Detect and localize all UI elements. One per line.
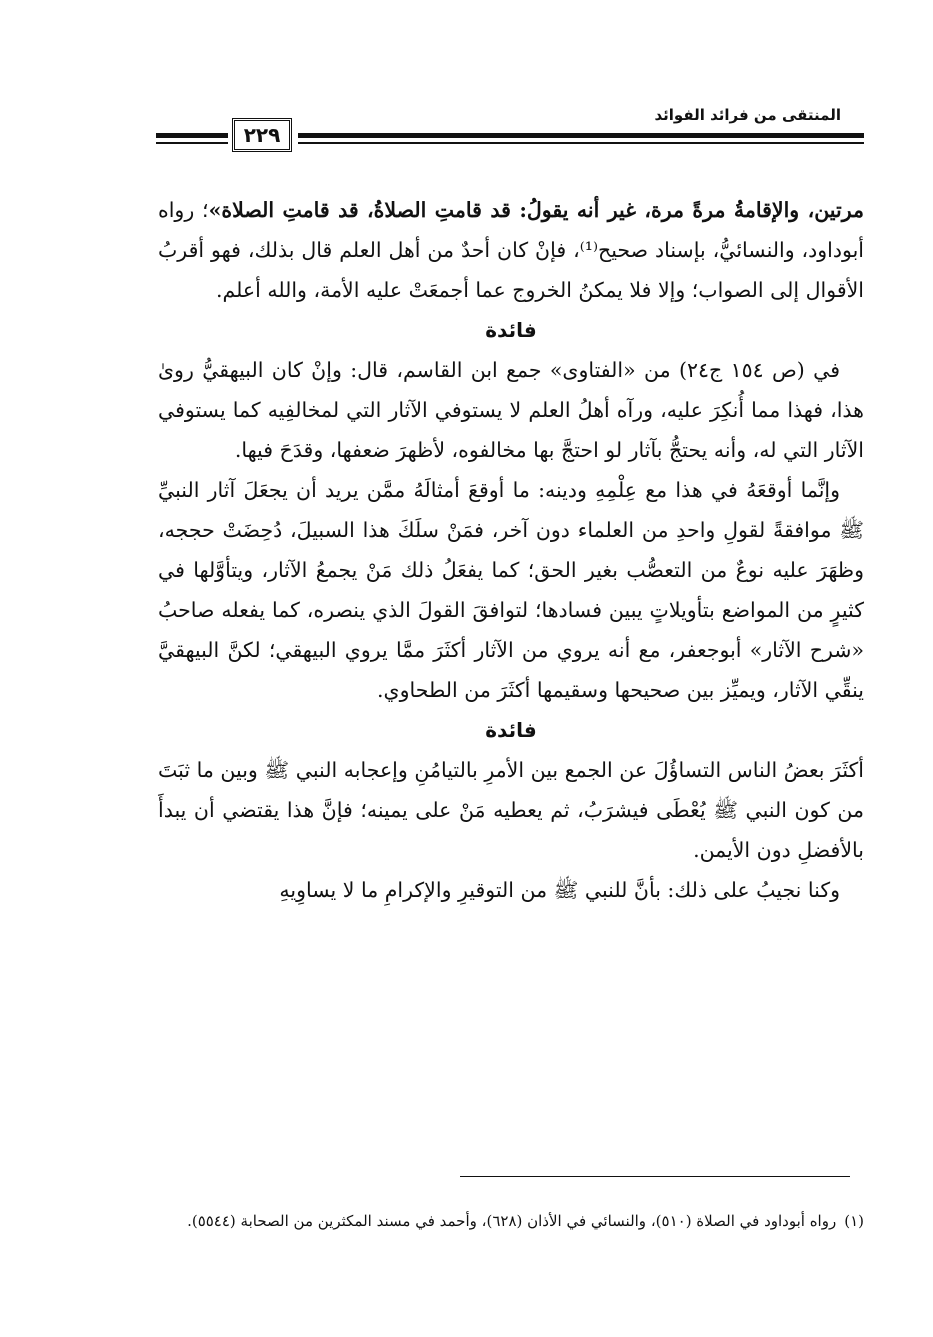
main-text xyxy=(158,190,864,910)
footnote-separator xyxy=(460,1176,850,1177)
paragraph-4: أكثَرَ بعضُ الناس التساؤُلَ عن الجمع بين الأمرِ بالتيامُنِ وإعجابه النبي ﷺ وبين ما ثبَتَ من كون النبي ﷺ يُعْطَى فيشرَبُ، ثم يعطيه مَنْ على يمينه؛ فإنَّ هذا يقتضي أن يبدأَ بالأفضلِ دون الأيمن. xyxy=(158,758,864,862)
quoted-text: مرتين، والإقامةُ مرةً مرة، غير أنه يقولُ: قد قامتِ الصلاةُ، قد قامتِ الصلاة» xyxy=(208,198,864,222)
paragraph-3: وإنَّما أوقعَهُ في هذا مع عِلْمِهِ ودينه: ما أوقعَ أمثالَهُ ممَّن يريد أن يجعَلَ آثار النبيِّ ﷺ موافقةً لقولِ واحدِ من العلماء دون آخر، فمَنْ سلَكَ هذا السبيلَ، دُحِضَتْ حججه، وظهَرَ عليه نوعٌ من التعصُّب بغير الحق؛ كما يفعَلُ ذلك مَنْ يجمعُ الآثار، ويتأوَّلها في كثيرٍ من المواضع بتأويلاتٍ يبين فسادها؛ لتوافقَ القولَ الذي ينصره، كما يفعله صاحبُ «شرح الآثار» أبوجعفر، مع أنه يروي من الآثار أكثَرَ ممَّا يروي البيهقي؛ لكنَّ البيهقيَّ ينقِّي الآثار، ويميِّز بين صحيحها وسقيمها أكثَرَ من الطحاوي. xyxy=(158,478,864,702)
paragraph-2: في (ص ١٥٤ ج٢٤) من «الفتاوى» جمع ابن القاسم، قال: وإنْ كان البيهقيُّ روىٰ هذا، فهذا مما أُنكِرَ عليه، ورآه أهلُ العلم لا يستوفي الآثار التي لمخالفِيه كما يستوفي الآثار التي له، وأنه يحتجُّ بآثار لو احتجَّ بها مخالفوه، لأظهرَ ضعفها، وقدَحَ فيها. xyxy=(158,358,864,462)
section-heading-2: فائدة xyxy=(485,718,537,742)
footnote-text: رواه أبوداود في الصلاة (٥١٠)، والنسائي في الأذان (٦٢٨)، وأحمد في مسند المكثرين من الصحابة (٥٥٤٤). xyxy=(187,1212,837,1230)
header-rule-right xyxy=(298,133,864,138)
paragraph-1-rest: ؛ رواه أبوداود، والنسائيُّ، بإسناد صحيح⁽¹⁾، فإنْ كان أحدٌ من أهل العلم قال بذلك، فهو أقربُ الأقوال إلى الصواب؛ وإلا فلا يمكنُ الخروج عما أجمعَتْ عليه الأمة، والله أعلم. xyxy=(158,198,864,302)
header-rule-right-thin xyxy=(298,142,864,144)
paragraph-5: وكنا نجيبُ على ذلك: بأنَّ للنبي ﷺ من التوقيرِ والإكرامِ ما لا يساوِيهِ xyxy=(279,878,840,902)
footnote xyxy=(158,1206,864,1236)
header-rule-left xyxy=(156,133,228,138)
running-header-title: المنتقى من فرائد الفوائد xyxy=(654,106,841,124)
footnote-number: (١) xyxy=(844,1212,864,1230)
section-heading-1: فائدة xyxy=(485,318,537,342)
paragraph-1 xyxy=(158,190,864,310)
page-number: ٢٢٩ xyxy=(232,118,292,152)
header-rule-left-thin xyxy=(156,142,228,144)
